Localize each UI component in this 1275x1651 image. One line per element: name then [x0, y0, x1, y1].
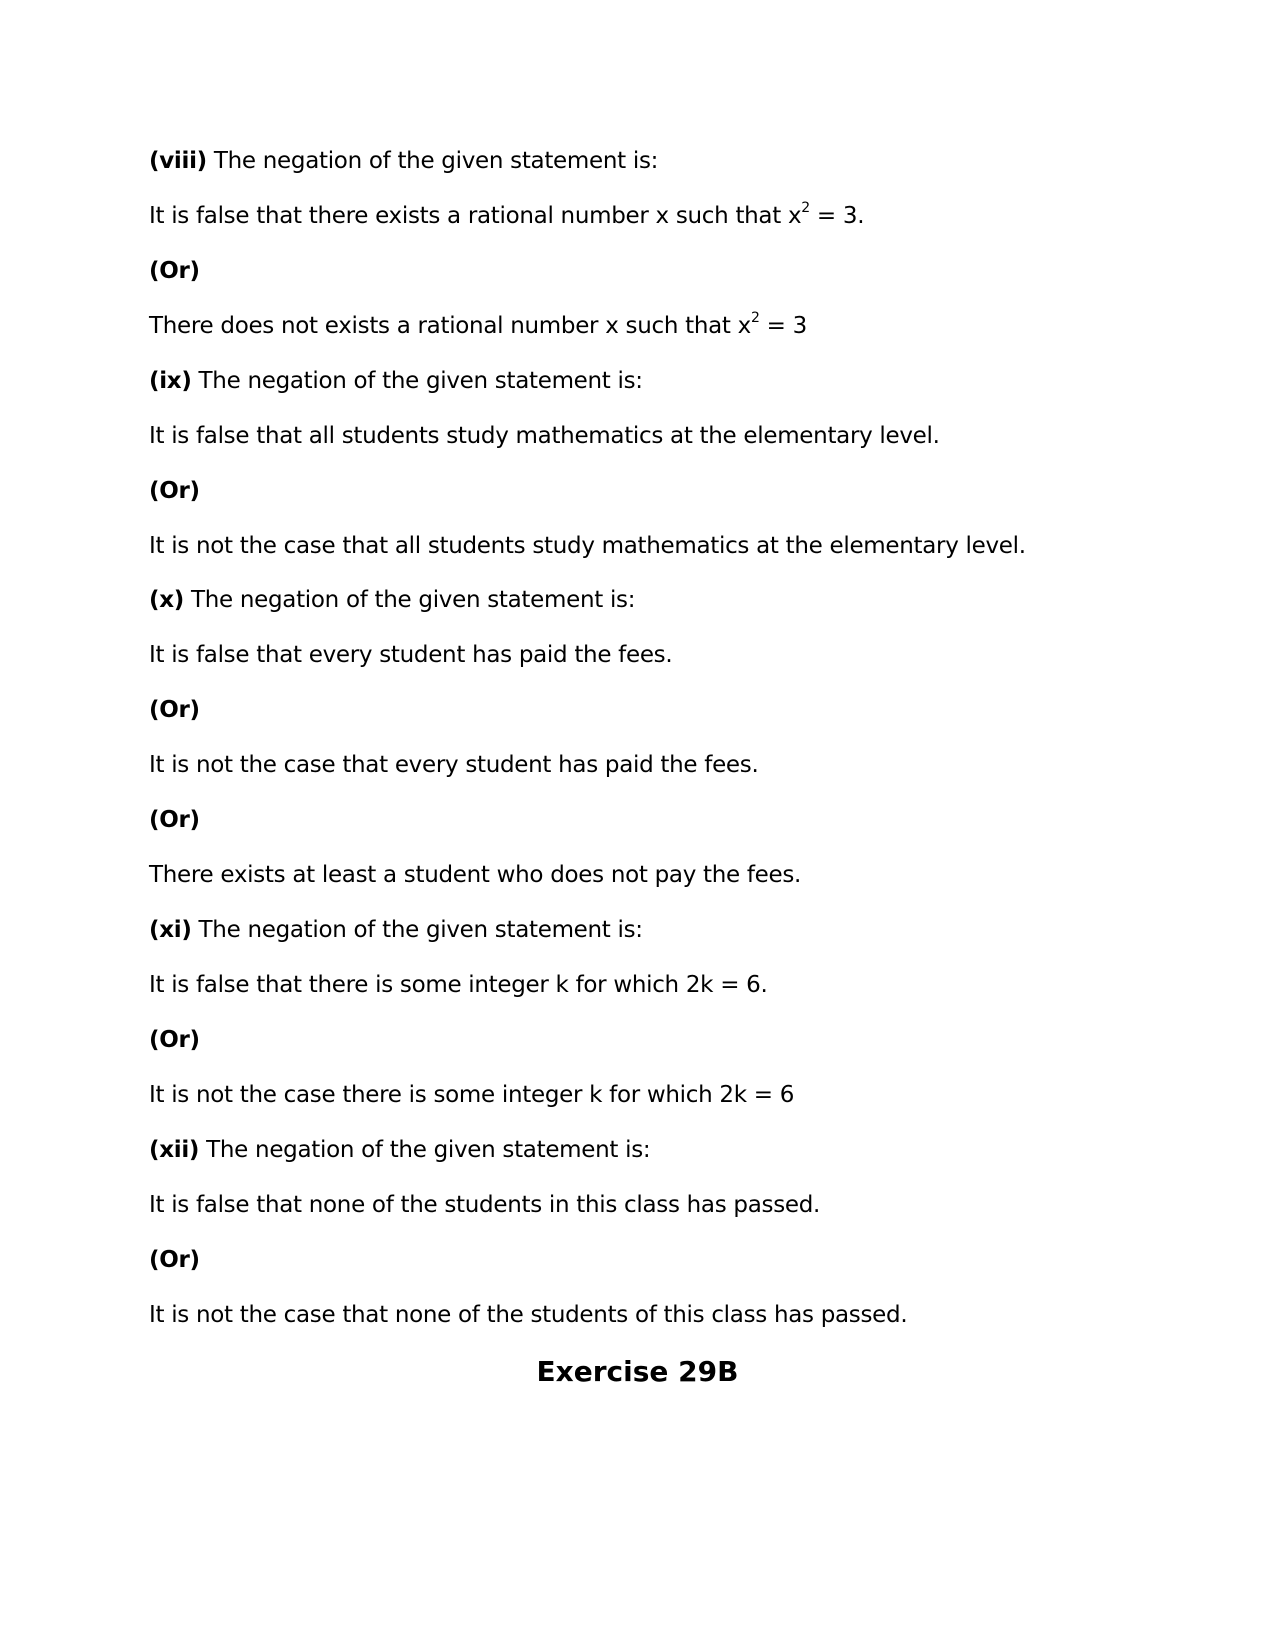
answer-line [149, 750, 1215, 780]
answer-text: It is false that there exists a rational number x such that x [149, 203, 802, 229]
answer-text: It is false that all students study mathematics at the elementary level. [149, 423, 940, 449]
or-label [149, 1245, 1215, 1275]
answer-line [149, 1080, 1215, 1110]
or-text: (Or) [149, 697, 200, 723]
exercise-heading: Exercise 29B [536, 1355, 739, 1388]
item-label: (xii) [149, 1137, 200, 1163]
or-text: (Or) [149, 258, 200, 284]
answer-line [149, 640, 1215, 670]
answer-text: It is not the case that none of the students of this class has passed. [149, 1302, 908, 1328]
answer-line [149, 1190, 1215, 1220]
item-text: The negation of the given statement is: [191, 917, 643, 943]
answer-text: It is false that none of the students in this class has passed. [149, 1192, 821, 1218]
answer-text: It is false that there is some integer k for which 2k = 6. [149, 972, 768, 998]
exponent: 2 [801, 200, 810, 217]
or-label [149, 476, 1215, 506]
answer-text: It is not the case that every student has paid the fees. [149, 752, 759, 778]
item-x-heading [149, 585, 1215, 615]
answer-text: It is not the case that all students study mathematics at the elementary level. [149, 533, 1026, 559]
or-label [149, 695, 1215, 725]
answer-line [149, 311, 1215, 341]
answer-line [149, 1300, 1215, 1330]
item-text: The negation of the given statement is: [183, 587, 636, 613]
item-xi-heading [149, 915, 1215, 945]
item-label: (x) [149, 587, 184, 613]
answer-text: There does not exists a rational number x such that x [149, 313, 751, 339]
answer-text: = 3. [809, 203, 865, 229]
answer-line [149, 531, 1215, 561]
answer-text: = 3 [759, 313, 807, 339]
or-text: (Or) [149, 1027, 200, 1053]
answer-line [149, 201, 1215, 231]
or-text: (Or) [149, 1247, 200, 1273]
item-xii-heading [149, 1135, 1215, 1165]
or-label [149, 1025, 1215, 1055]
item-ix-heading [149, 366, 1215, 396]
item-viii-heading [149, 146, 1215, 176]
answer-text: It is not the case there is some integer k for which 2k = 6 [149, 1082, 795, 1108]
item-label: (ix) [149, 368, 192, 394]
item-text: The negation of the given statement is: [199, 1137, 651, 1163]
or-text: (Or) [149, 807, 200, 833]
or-label [149, 256, 1215, 286]
item-label: (xi) [149, 917, 192, 943]
item-label: (viii) [149, 148, 207, 174]
answer-line [149, 860, 1215, 890]
item-text: The negation of the given statement is: [206, 148, 659, 174]
answer-text: It is false that every student has paid the fees. [149, 642, 673, 668]
answer-line [149, 970, 1215, 1000]
answer-line [149, 421, 1215, 451]
answer-text: There exists at least a student who does not pay the fees. [149, 862, 802, 888]
item-text: The negation of the given statement is: [191, 368, 643, 394]
or-text: (Or) [149, 478, 200, 504]
or-label [149, 805, 1215, 835]
exponent: 2 [750, 310, 760, 327]
